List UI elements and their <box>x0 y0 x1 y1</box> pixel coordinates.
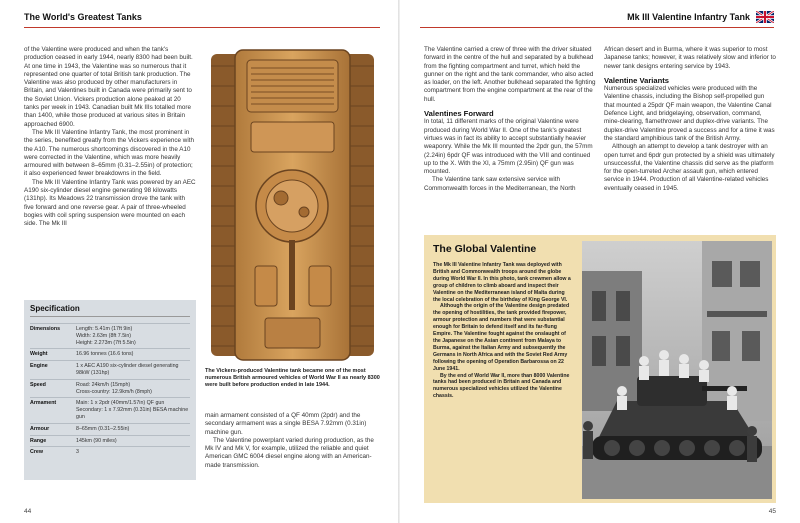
subheading-valentine-variants: Valentine Variants <box>604 75 669 85</box>
paragraph: The Valentine carried a crew of three with the driver situated forward in the centre of the hull and separated by a bulkhead from the fighting compartment and turret, which held the gunner on the right and the tank commander, who also acted as loader, on the left. Another bulkhead separated the fighting compartment from the engine compartment at the rear of the hull. <box>424 46 596 103</box>
paragraph: Numerous specialized vehicles were produced with the Valentine chassis, including the Bishop self-propelled gun that mounted a 25pdr QF main weapon, the Valentine Canal Defence Light, and bridgelaying, observation, command, mine-clearing, flamethrower and duplex-drive variants. The duplex-drive Valentine proved a success and for a time it was the standard amphibious tank of the British Army. <box>604 85 775 142</box>
spec-row-armament: Armament Main: 1 x 2pdr (40mm/1.57in) QF gun Secondary: 1 x 7.92mm (0.31in) BESA machine gun <box>30 397 190 422</box>
paragraph: Although the origin of the Valentine design predated the opening of hostilities, the tank provided firepower, armour protection and numbers that were substantial enough for Britain to defend itself and its far-flung Empire. The Valentine fought against the onslaught of the Japanese on the Asian continent from Malaya to Burma, against the Italian Army and subsequently the Germans in North Africa and with the Soviet Red Army following the opening of Operation Barbarossa on 22 June 1941. <box>433 303 570 372</box>
running-head-right-text: Mk III Valentine Infantry Tank <box>627 12 750 22</box>
running-head-right <box>420 6 774 28</box>
paragraph: main armament consisted of a QF 40mm (2pdr) and the secondary armament was a single BESA 7.92mm (0.31in) machine gun. <box>205 412 367 436</box>
spec-row-dimensions: Dimensions Length: 5.41m (17ft 9in) Width: 2.63m (8ft 7.5in) Height: 2.273m (7ft 5.5in) <box>30 323 190 348</box>
tank-top-view-illustration <box>205 46 380 364</box>
subheading-valentines-forward: Valentines Forward <box>424 109 494 119</box>
union-jack-flag-icon <box>756 11 774 23</box>
left-column-2 <box>205 412 380 470</box>
paragraph: of the Valentine were produced and when the tank's production ceased in early 1944, nearly 8300 had been built. At one time in 1943, the Valentine was so numerous that it represented one quarter of total British tank production. The Valentine was also produced by other manufacturers in Britain, and Valentines built in Canada were primarily sent to the Soviet Union. Vickers production alone peaked at 20 tanks per week in 1943. Canadian built Mk IIIs totalled more than 1400, while those produced at various sites in Britain approached 6900. <box>24 46 193 128</box>
right-page <box>400 0 800 523</box>
paragraph: The Mk III Valentine Infantry Tank was powered by an AEC A190 six-cylinder diesel engine generating 98 kilowatts (131hp). Its Meadows 22 transmission drove the tank with five forward and one reverse gear. A pair of three-wheeled bogies with coil spring suspension were mounted on each side. The Mk III <box>24 178 196 228</box>
paragraph: The Mk III Valentine Infantry Tank was deployed with British and Commonwealth troops around the globe during World War II. In this photo, tank crewmen allow a group of children to climb aboard and inspect their Valentine on the Mediterranean island of Malta during the local celebration of the birthday of King George VI. <box>433 262 571 303</box>
left-column-1 <box>24 46 196 229</box>
running-head-left: The World's Greatest Tanks <box>24 6 380 28</box>
spec-row-crew: Crew 3 <box>30 446 190 458</box>
specification-box <box>24 300 196 480</box>
spec-row-weight: Weight 16.96 tonnes (16.6 tons) <box>30 348 190 360</box>
paragraph: African desert and in Burma, where it was superior to most Japanese tanks; however, it was relatively slow and inferior to newer tank designs entering service by 1943. <box>604 46 776 70</box>
paragraph: In total, 11 different marks of the original Valentine were produced during World War II. One of the tank's greatest virtues was in fact its ability to accept substantially heavier weaponry. While the Mk III mounted the 2pdr gun, the 57mm (2.24in) 6pdr QF was introduced with the VIII and continued up to the X. With the XI, a 75mm (2.95in) QF gun was mounted. <box>424 118 593 176</box>
global-valentine-text <box>433 262 571 400</box>
spec-row-armour: Armour 8–65mm (0.31–2.55in) <box>30 423 190 435</box>
paragraph: The Valentine powerplant varied during production, as the Mk IV and Mk V, for example, utilized the reliable and quiet American GMC 6004 diesel engine along with an American-made transmission. <box>205 436 374 469</box>
spec-row-range: Range 145km (90 miles) <box>30 435 190 447</box>
right-column-2 <box>604 46 776 193</box>
page-number-left: 44 <box>24 508 32 515</box>
global-valentine-title: The Global Valentine <box>433 243 537 255</box>
spec-row-speed: Speed Road: 24km/h (15mph) Cross-country: 12.9km/h (8mph) <box>30 379 190 398</box>
paragraph: By the end of World War II, more than 8000 Valentine tanks had been produced in Britain and Canada and numerous specialized vehicles utilized the Valentine chassis. <box>433 372 570 400</box>
spec-row-engine: Engine 1 x AEC A190 six-cylinder diesel generating 98kW (131hp) <box>30 360 190 379</box>
right-column-1 <box>424 46 596 193</box>
paragraph: The Mk III Valentine Infantry Tank, the most prominent in the series, benefited greatly from the Vickers experience with the A10. The numerous shortcomings discovered in the A10 were corrected in the Valentine, which was more heavily armoured with between 8–65mm (0.31–2.55in) of protection; it also experienced fewer breakdowns in the field. <box>24 128 194 178</box>
specification-title: Specification <box>30 304 190 317</box>
paragraph: Although an attempt to develop a tank destroyer with an open turret and 6pdr gun protected by a shield was ultimately unsuccessful, the Valentine chassis did serve as the platform for the open-turreted Archer assault gun, which entered service in 1944. Production of all Valentine-related vehicles eventually ceased in 1945. <box>604 143 775 192</box>
malta-tank-photo <box>582 241 772 499</box>
tank-image-caption: The Vickers-produced Valentine tank became one of the most numerous British armoured vehicles of World War II as nearly 8300 were built before production ended in late 1944. <box>205 368 380 389</box>
page-number-right: 45 <box>768 508 776 515</box>
global-valentine-box <box>424 235 776 503</box>
paragraph: The Valentine tank saw extensive service with Commonwealth forces in the Mediterranean, the North <box>424 176 576 192</box>
